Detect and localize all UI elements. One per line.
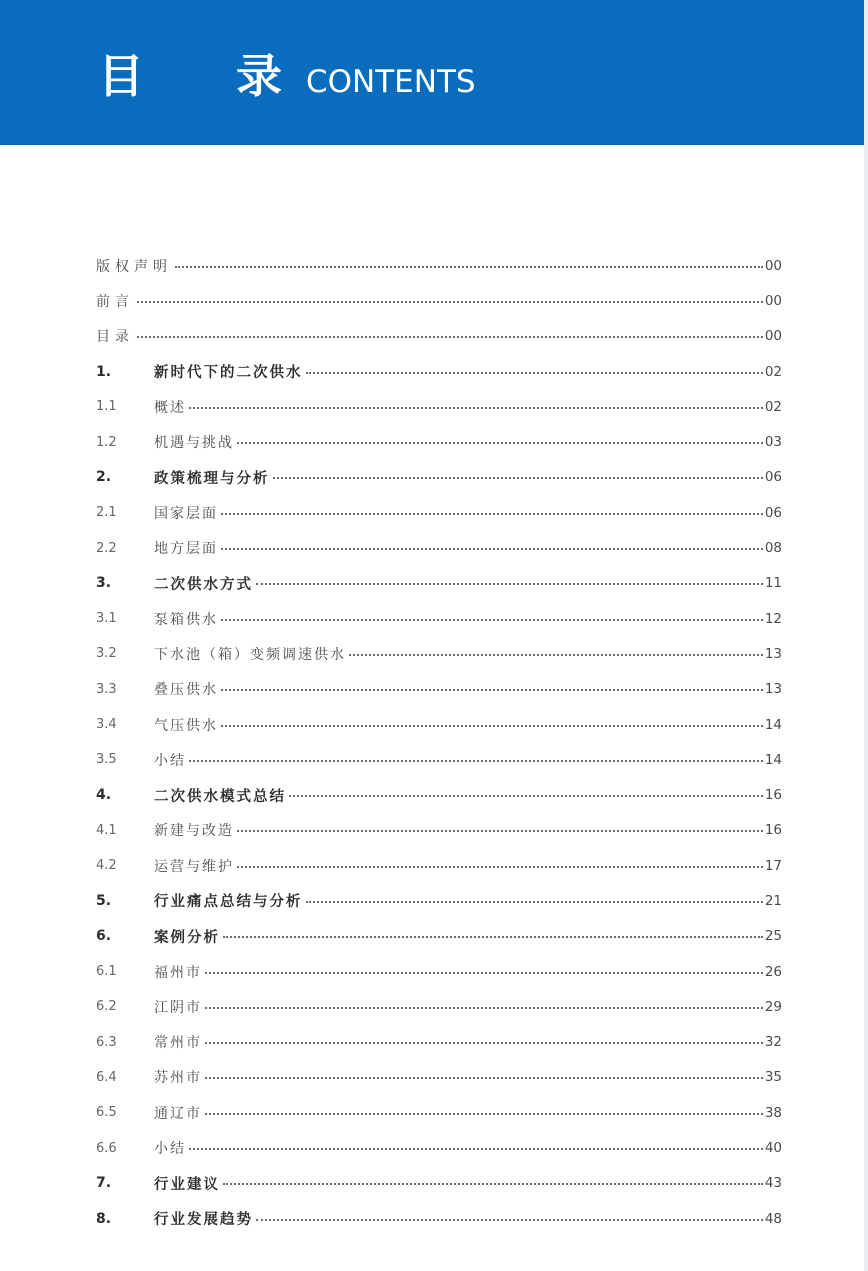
toc-entry-page: 00 [764, 292, 782, 309]
dot-leader [189, 1148, 763, 1150]
dot-leader [221, 725, 763, 727]
dot-leader [306, 372, 763, 374]
toc-entry-title: 新建与改造 [154, 823, 234, 840]
toc-entry-page: 17 [764, 857, 782, 874]
dot-leader [349, 654, 763, 656]
toc-entry-number: 6.5 [96, 1105, 117, 1121]
toc-entry-title: 前言 [96, 293, 134, 310]
toc-entry-page: 08 [764, 540, 782, 557]
toc-entry[interactable] [96, 954, 782, 989]
toc-entry-title: 二次供水模式总结 [154, 788, 286, 805]
toc-entry-page: 12 [764, 610, 782, 627]
toc-entry-title: 目录 [96, 329, 134, 346]
dot-leader [221, 513, 763, 515]
toc-entry-number: 2. [96, 469, 112, 486]
toc-entry-number: 2.2 [96, 540, 117, 556]
toc-entry-title: 地方层面 [154, 541, 218, 558]
toc-entry-page: 03 [764, 434, 782, 451]
toc-entry-title: 概述 [154, 399, 186, 416]
dot-leader [289, 795, 763, 797]
dot-leader [256, 583, 763, 585]
toc-entry[interactable] [96, 389, 782, 424]
toc-entry-number: 4. [96, 787, 112, 804]
dot-leader [256, 1219, 763, 1221]
toc-entry-title: 国家层面 [154, 505, 218, 522]
dot-leader [221, 619, 763, 621]
dot-leader [237, 830, 763, 832]
toc-entry-number: 6.6 [96, 1140, 117, 1156]
toc-entry-number: 3.5 [96, 752, 117, 768]
toc-entry-title: 通辽市 [154, 1105, 202, 1122]
toc-entry-title: 二次供水方式 [154, 576, 253, 593]
toc-entry[interactable] [96, 601, 782, 636]
toc-entry-number: 6.3 [96, 1034, 117, 1050]
toc-entry-number: 3. [96, 575, 112, 592]
toc-entry[interactable] [96, 989, 782, 1024]
toc-entry[interactable] [96, 742, 782, 777]
toc-entry-number: 3.4 [96, 717, 117, 732]
dot-leader [189, 407, 763, 409]
toc-entry-number: 4.1 [96, 822, 117, 838]
toc-entry-page: 00 [764, 257, 782, 274]
toc-entry-title: 气压供水 [154, 717, 218, 734]
toc-entry[interactable] [96, 1025, 782, 1060]
toc-entry-page: 16 [764, 822, 782, 839]
toc-entry-title: 机遇与挑战 [154, 435, 234, 452]
toc-entry-page: 43 [764, 1175, 782, 1192]
toc-entry-number: 1.1 [96, 399, 117, 415]
toc-entry-number: 7. [96, 1175, 112, 1192]
toc-entry[interactable] [96, 495, 782, 530]
toc-entry-number: 2.1 [96, 505, 117, 521]
toc-entry-page: 02 [764, 398, 782, 415]
table-of-contents [96, 248, 782, 1236]
toc-entry-page: 25 [764, 928, 782, 945]
toc-entry[interactable] [96, 354, 782, 389]
toc-entry-title: 新时代下的二次供水 [154, 365, 303, 382]
toc-entry-number: 1.2 [96, 434, 117, 450]
dot-leader [175, 266, 763, 268]
dot-leader [237, 866, 763, 868]
title-chinese: 目 录 [98, 49, 321, 103]
toc-entry-page: 32 [764, 1034, 782, 1051]
toc-entry-title: 江阴市 [154, 999, 202, 1016]
toc-entry-page: 00 [764, 328, 782, 345]
toc-entry-page: 40 [764, 1140, 782, 1157]
dot-leader [223, 1183, 763, 1185]
toc-entry[interactable] [96, 530, 782, 565]
toc-entry-page: 48 [764, 1210, 782, 1227]
toc-entry[interactable] [96, 777, 782, 812]
toc-entry-title: 小结 [154, 1141, 186, 1158]
toc-entry-title: 小结 [154, 752, 186, 769]
dot-leader [205, 1077, 763, 1079]
toc-entry-title: 泵箱供水 [154, 611, 218, 628]
toc-entry-page: 02 [764, 363, 782, 380]
dot-leader [237, 442, 763, 444]
toc-entry-page: 35 [764, 1069, 782, 1086]
toc-entry-page: 29 [764, 998, 782, 1015]
toc-entry-number: 3.2 [96, 646, 117, 662]
toc-entry[interactable] [96, 424, 782, 459]
toc-entry-title: 下水池（箱）变频调速供水 [154, 646, 346, 663]
toc-entry[interactable] [96, 566, 782, 601]
dot-leader [205, 972, 763, 974]
toc-entry-number: 6.4 [96, 1069, 117, 1085]
toc-entry-number: 3.1 [96, 611, 117, 627]
toc-entry[interactable] [96, 813, 782, 848]
toc-entry-page: 14 [764, 751, 782, 768]
toc-entry[interactable] [96, 883, 782, 918]
toc-entry-page: 13 [764, 645, 782, 662]
header-band [0, 0, 864, 145]
toc-entry-number: 5. [96, 892, 112, 909]
page-title [98, 48, 476, 108]
toc-entry[interactable] [96, 919, 782, 954]
toc-entry[interactable] [96, 707, 782, 742]
toc-entry-page: 14 [764, 716, 782, 733]
dot-leader [273, 477, 763, 479]
dot-leader [205, 1007, 763, 1009]
toc-entry-title: 运营与维护 [154, 858, 234, 875]
toc-entry-title: 案例分析 [154, 929, 220, 946]
toc-entry-title: 版权声明 [96, 258, 172, 275]
dot-leader [205, 1113, 763, 1115]
dot-leader [221, 548, 763, 550]
dot-leader [189, 760, 763, 762]
toc-entry-page: 13 [764, 681, 782, 698]
toc-entry[interactable] [96, 636, 782, 671]
toc-entry[interactable] [96, 1060, 782, 1095]
dot-leader [223, 936, 763, 938]
toc-entry-page: 06 [764, 504, 782, 521]
dot-leader [306, 901, 763, 903]
toc-entry-title: 福州市 [154, 964, 202, 981]
toc-entry-title: 常州市 [154, 1035, 202, 1052]
toc-entry-title: 苏州市 [154, 1070, 202, 1087]
toc-entry-title: 行业发展趋势 [154, 1212, 253, 1229]
toc-entry-page: 16 [764, 787, 782, 804]
toc-entry-page: 06 [764, 469, 782, 486]
page-edge-strip [864, 0, 868, 1271]
toc-entry-number: 1. [96, 363, 112, 380]
toc-entry-page: 11 [764, 575, 782, 592]
toc-entry-page: 26 [764, 963, 782, 980]
toc-entry[interactable] [96, 283, 782, 318]
toc-entry-page: 21 [764, 892, 782, 909]
toc-entry[interactable] [96, 319, 782, 354]
toc-entry[interactable] [96, 460, 782, 495]
dot-leader [137, 336, 763, 338]
toc-entry[interactable] [96, 1166, 782, 1201]
toc-entry-number: 3.3 [96, 681, 117, 697]
toc-entry-number: 6. [96, 928, 112, 945]
toc-entry[interactable] [96, 248, 782, 283]
dot-leader [137, 301, 763, 303]
dot-leader [205, 1042, 763, 1044]
toc-entry-title: 政策梳理与分析 [154, 470, 270, 487]
toc-entry-page: 38 [764, 1104, 782, 1121]
toc-entry-title: 叠压供水 [154, 682, 218, 699]
title-english: CONTENTS [306, 64, 476, 100]
toc-entry-number: 6.1 [96, 964, 117, 980]
toc-entry-title: 行业痛点总结与分析 [154, 894, 303, 911]
dot-leader [221, 689, 763, 691]
toc-entry[interactable] [96, 1130, 782, 1165]
toc-entry[interactable] [96, 848, 782, 883]
toc-entry-title: 行业建议 [154, 1176, 220, 1193]
toc-entry-number: 4.2 [96, 858, 117, 874]
toc-entry-number: 8. [96, 1210, 112, 1227]
toc-entry[interactable] [96, 1201, 782, 1236]
toc-entry[interactable] [96, 672, 782, 707]
toc-entry[interactable] [96, 1095, 782, 1130]
toc-entry-number: 6.2 [96, 999, 117, 1015]
